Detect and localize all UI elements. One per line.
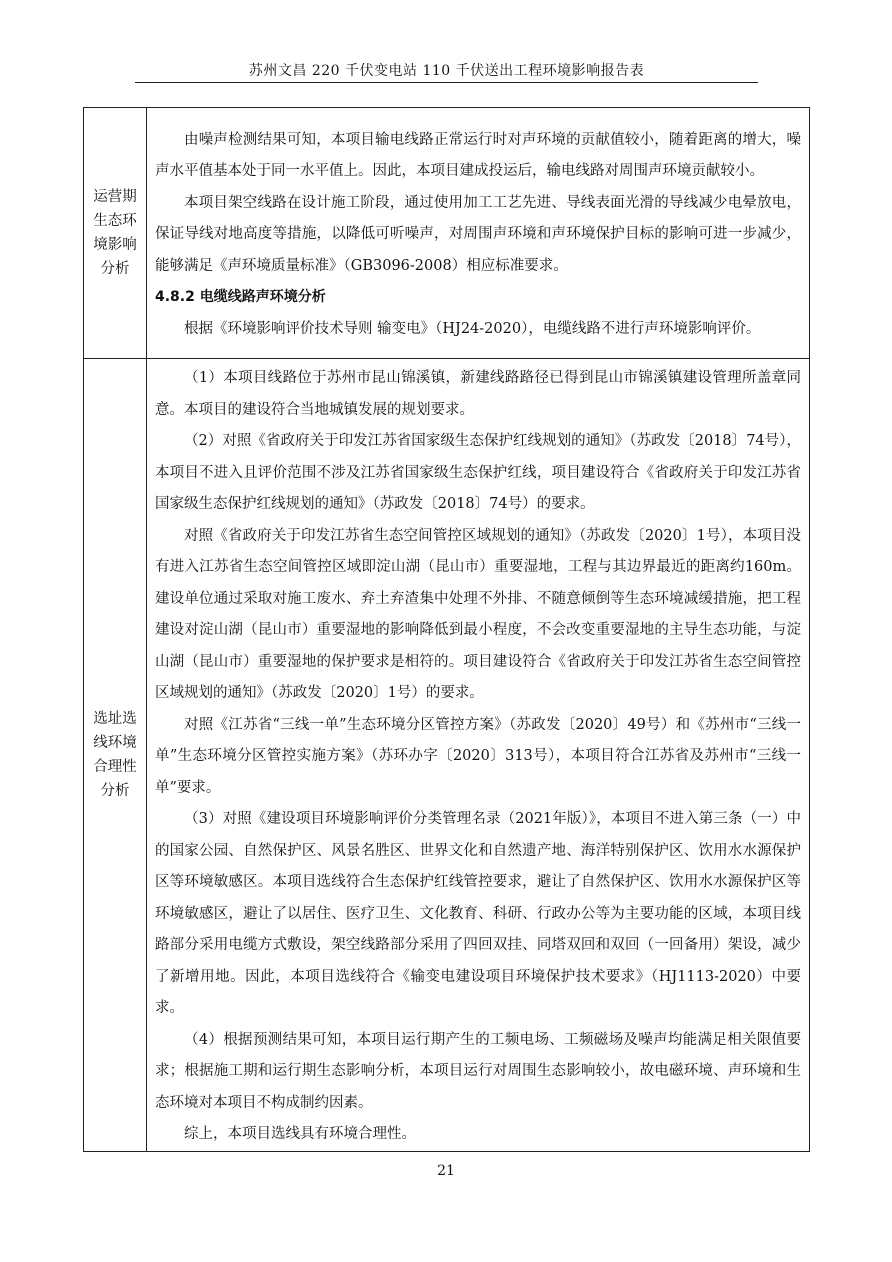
paragraph: （1）本项目线路位于苏州市昆山锦溪镇，新建线路路径已得到昆山市锦溪镇建设管理所盖章同意。本项目的建设符合当地城镇发展的规划要求。 — [155, 370, 801, 418]
paragraph: （2）对照《省政府关于印发江苏省国家级生态保护红线规划的通知》（苏政发〔2018〕74号），本项目不进入且评价范围不涉及江苏省国家级生态保护红线，项目建设符合《省政府关于印发江苏省国家级生态保护红线规划的通知》（苏政发〔2018〕74号）的要求。 — [155, 433, 801, 512]
header-divider — [135, 82, 758, 83]
paragraph: 综上，本项目选线具有环境合理性。 — [184, 1126, 416, 1142]
paragraph: 对照《省政府关于印发江苏省生态空间管控区域规划的通知》（苏政发〔2020〕1号），本项目没有进入江苏省生态空间管控区域即淀山湖（昆山市）重要湿地，工程与其边界最近的距离约160m。建设单位通过采取对施工废水、弃土弃渣集中处理不外排、不随意倾倒等生态环境减缓措施，把工程建设对淀山湖（昆山市）重要湿地的影响降低到最小程度，不会改变重要湿地的主导生态功能，与淀山湖（昆山市）重要湿地的保护要求是相符的。项目建设符合《省政府关于印发江苏省生态空间管控区域规划的通知》（苏政发〔2020〕1号）的要求。 — [155, 527, 801, 701]
page-number: 21 — [437, 1163, 455, 1179]
table-row — [84, 359, 810, 1152]
document-header: 苏州文昌 220 千伏变电站 110 千伏送出工程环境影响报告表 — [248, 63, 645, 79]
paragraph: 根据《环境影响评价技术导则 输变电》（HJ24-2020），电缆线路不进行声环境影响评价。 — [184, 320, 761, 337]
section-heading: 4.8.2 电缆线路声环境分析 — [155, 289, 326, 306]
paragraph: 对照《江苏省“三线一单”生态环境分区管控方案》（苏政发〔2020〕49号）和《苏州市“三线一单”生态环境分区管控实施方案》（苏环办字〔2020〕313号），本项目符合江苏省及苏州市“三线一单”要求。 — [155, 716, 801, 796]
paragraph: （4）根据预测结果可知，本项目运行期产生的工频电场、工频磁场及噪声均能满足相关限值要求；根据施工期和运行期生态影响分析，本项目运行对周围生态影响较小，故电磁环境、声环境和生态环境对本项目不构成制约因素。 — [155, 1031, 801, 1111]
row-content — [147, 359, 810, 1152]
row-label: 选址选线环境合理性分析 — [84, 359, 147, 1152]
row-label: 运营期生态环境影响分析 — [84, 108, 147, 359]
paragraph: 由噪声检测结果可知，本项目输电线路正常运行时对声环境的贡献值较小，随着距离的增大，噪声水平值基本处于同一水平值上。因此，本项目建成投运后，输电线路对周围声环境贡献较小。 — [155, 131, 801, 180]
report-table — [83, 107, 810, 1152]
paragraph: （3）对照《建设项目环境影响评价分类管理名录（2021年版）》，本项目不进入第三条（一）中的国家公园、自然保护区、风景名胜区、世界文化和自然遗产地、海洋特别保护区、饮用水水源保护区等环境敏感区。本项目选线符合生态保护红线管控要求，避让了自然保护区、饮用水水源保护区等环境敏感区，避让了以居住、医疗卫生、文化教育、科研、行政办公等为主要功能的区域，本项目线路部分采用电缆方式敷设，架空线路部分采用了四回双挂、同塔双回和双回（一回备用）架设，减少了新增用地。因此，本项目选线符合《输变电建设项目环境保护技术要求》（HJ1113-2020）中要求。 — [155, 811, 801, 1016]
row-content — [147, 108, 810, 359]
table-row — [84, 108, 810, 359]
paragraph: 本项目架空线路在设计施工阶段，通过使用加工工艺先进、导线表面光滑的导线减少电晕放电，保证导线对地高度等措施，以降低可听噪声，对周围声环境和声环境保护目标的影响可进一步减少，能够满足《声环境质量标准》（GB3096-2008）相应标准要求。 — [155, 194, 801, 274]
